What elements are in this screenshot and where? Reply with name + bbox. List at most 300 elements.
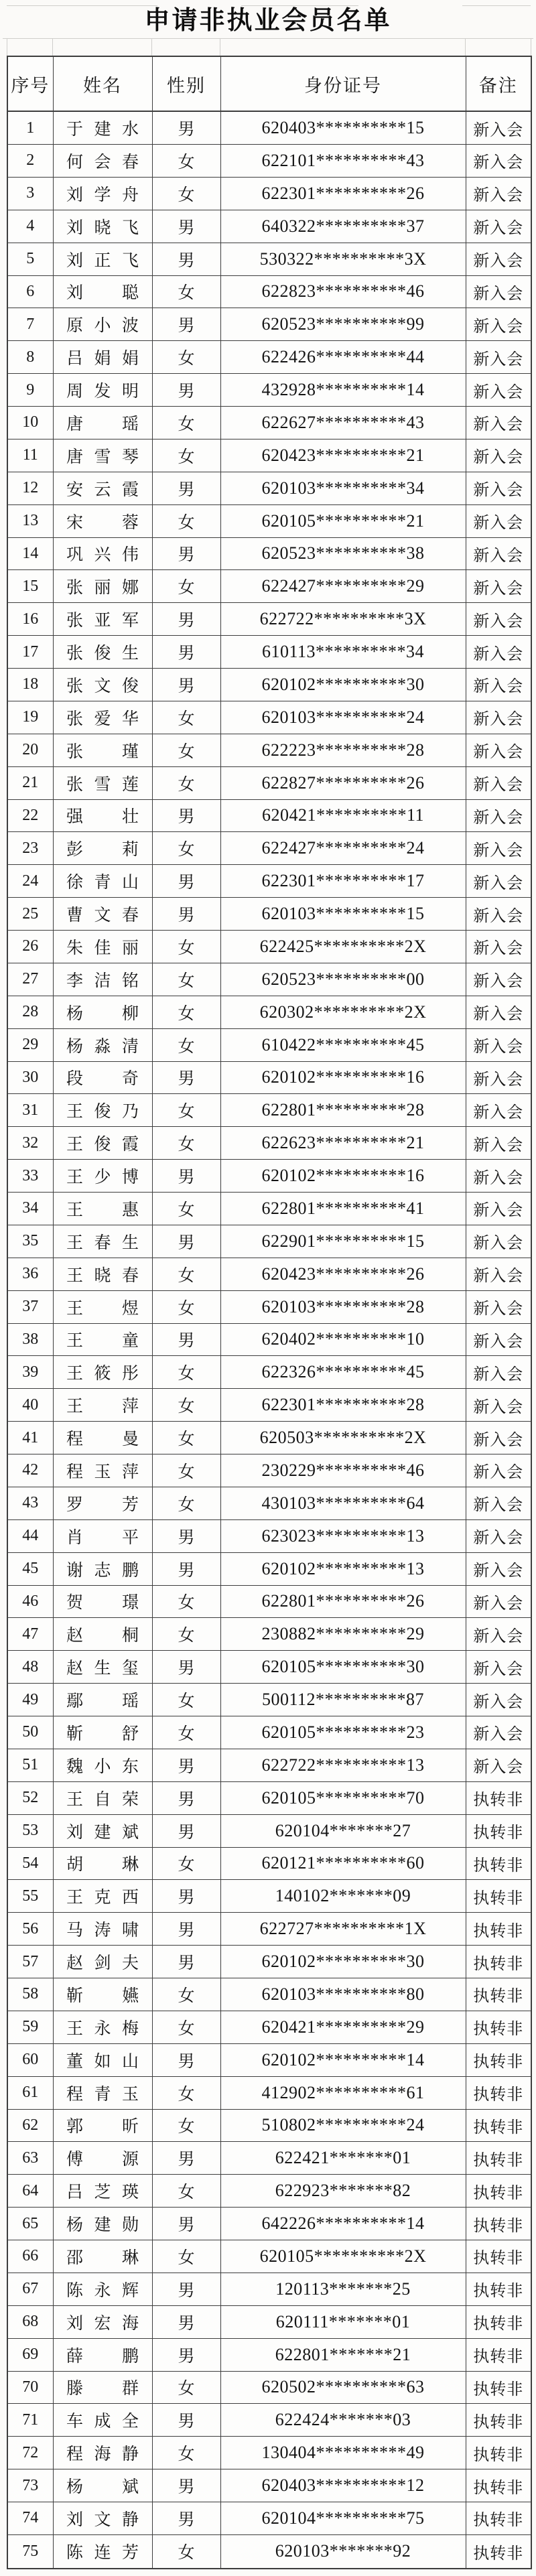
cell-id: 432928**********14 bbox=[220, 374, 466, 407]
gridline-empty-col-4 bbox=[465, 38, 466, 56]
cell-gender: 女 bbox=[152, 996, 220, 1028]
table-row bbox=[7, 1552, 531, 1585]
cell-id: 620102**********16 bbox=[220, 1160, 466, 1193]
cell-name bbox=[53, 1127, 152, 1160]
cell-gender: 女 bbox=[152, 145, 220, 178]
table-row bbox=[7, 472, 531, 504]
table-row bbox=[7, 570, 531, 603]
member-name: 何会春 bbox=[66, 153, 139, 172]
cell-id: 622425**********2X bbox=[220, 931, 466, 963]
cell-name bbox=[53, 177, 152, 210]
cell-remark: 新入会 bbox=[466, 1749, 531, 1781]
cell-remark: 执转非 bbox=[466, 2273, 531, 2305]
table-row bbox=[7, 537, 531, 570]
table-row bbox=[7, 1519, 531, 1552]
cell-seq: 38 bbox=[7, 1323, 53, 1356]
cell-id: 230229**********46 bbox=[220, 1454, 466, 1487]
cell-gender: 男 bbox=[152, 374, 220, 407]
table-row bbox=[7, 2305, 531, 2338]
cell-id: 622722**********3X bbox=[220, 603, 466, 636]
cell-remark: 新入会 bbox=[466, 931, 531, 963]
cell-id: 620111*******01 bbox=[220, 2305, 466, 2338]
member-name: 刘晓飞 bbox=[66, 218, 139, 237]
cell-name bbox=[53, 472, 152, 504]
member-name: 刘聪 bbox=[66, 284, 139, 303]
cell-seq: 17 bbox=[7, 636, 53, 669]
cell-gender: 男 bbox=[152, 2305, 220, 2338]
member-name: 原小波 bbox=[66, 317, 139, 336]
cell-remark: 新入会 bbox=[466, 1258, 531, 1290]
table-row bbox=[7, 341, 531, 374]
cell-remark: 新入会 bbox=[466, 1651, 531, 1684]
cell-seq: 1 bbox=[7, 111, 53, 145]
cell-name bbox=[53, 1519, 152, 1552]
cell-seq: 73 bbox=[7, 2469, 53, 2502]
member-name: 罗芳 bbox=[66, 1495, 139, 1514]
cell-remark: 执转非 bbox=[466, 2469, 531, 2502]
header-cell-remark: 备注 bbox=[466, 56, 531, 111]
cell-gender: 女 bbox=[152, 734, 220, 766]
table-row bbox=[7, 1323, 531, 1356]
member-name: 贺璟 bbox=[66, 1594, 139, 1613]
cell-gender: 女 bbox=[152, 1847, 220, 1880]
table-row bbox=[7, 407, 531, 439]
cell-name bbox=[53, 898, 152, 931]
cell-gender: 女 bbox=[152, 1028, 220, 1061]
cell-id: 620105**********30 bbox=[220, 1651, 466, 1684]
cell-remark: 执转非 bbox=[466, 2208, 531, 2240]
cell-remark: 执转非 bbox=[466, 2011, 531, 2043]
cell-seq: 2 bbox=[7, 145, 53, 178]
cell-remark: 执转非 bbox=[466, 2142, 531, 2175]
cell-gender: 男 bbox=[152, 1552, 220, 1585]
member-name: 马涛啸 bbox=[66, 1921, 139, 1940]
cell-gender: 女 bbox=[152, 1389, 220, 1422]
cell-seq: 46 bbox=[7, 1585, 53, 1618]
cell-gender: 女 bbox=[152, 177, 220, 210]
cell-name bbox=[53, 799, 152, 832]
table-row bbox=[7, 243, 531, 275]
cell-seq: 7 bbox=[7, 308, 53, 341]
cell-remark: 新入会 bbox=[466, 1193, 531, 1225]
cell-seq: 40 bbox=[7, 1389, 53, 1422]
cell-remark: 执转非 bbox=[466, 1913, 531, 1946]
cell-name bbox=[53, 1323, 152, 1356]
table-row bbox=[7, 1847, 531, 1880]
cell-gender: 男 bbox=[152, 1323, 220, 1356]
member-name: 张雪莲 bbox=[66, 775, 139, 794]
cell-remark: 新入会 bbox=[466, 1061, 531, 1094]
cell-gender: 女 bbox=[152, 1684, 220, 1716]
cell-name bbox=[53, 1684, 152, 1716]
cell-seq: 49 bbox=[7, 1684, 53, 1716]
cell-seq: 25 bbox=[7, 898, 53, 931]
table-row bbox=[7, 439, 531, 472]
cell-id: 622421*******01 bbox=[220, 2142, 466, 2175]
cell-remark: 新入会 bbox=[466, 1094, 531, 1127]
gridline-empty-col-2 bbox=[151, 38, 152, 56]
cell-remark: 新入会 bbox=[466, 1389, 531, 1422]
cell-remark: 新入会 bbox=[466, 111, 531, 145]
cell-remark: 执转非 bbox=[466, 1946, 531, 1978]
cell-remark: 新入会 bbox=[466, 341, 531, 374]
table-row bbox=[7, 1913, 531, 1946]
cell-remark: 新入会 bbox=[466, 374, 531, 407]
cell-seq: 5 bbox=[7, 243, 53, 275]
cell-seq: 39 bbox=[7, 1356, 53, 1389]
cell-seq: 24 bbox=[7, 865, 53, 898]
member-name: 程玉萍 bbox=[66, 1463, 139, 1481]
cell-id: 620103**********28 bbox=[220, 1290, 466, 1323]
cell-seq: 26 bbox=[7, 931, 53, 963]
cell-id: 622627**********43 bbox=[220, 407, 466, 439]
table-row bbox=[7, 2469, 531, 2502]
cell-seq: 34 bbox=[7, 1193, 53, 1225]
cell-remark: 新入会 bbox=[466, 1684, 531, 1716]
member-name: 李洁铭 bbox=[66, 971, 139, 990]
cell-remark: 执转非 bbox=[466, 2534, 531, 2569]
cell-id: 530322**********3X bbox=[220, 243, 466, 275]
table-row bbox=[7, 1618, 531, 1651]
cell-name bbox=[53, 2043, 152, 2076]
cell-seq: 8 bbox=[7, 341, 53, 374]
cell-gender: 男 bbox=[152, 1814, 220, 1847]
cell-gender: 女 bbox=[152, 1716, 220, 1749]
member-name: 谢志鹏 bbox=[66, 1561, 139, 1580]
cell-remark: 新入会 bbox=[466, 210, 531, 243]
table-row bbox=[7, 1258, 531, 1290]
cell-id: 620102**********30 bbox=[220, 669, 466, 701]
cell-name bbox=[53, 570, 152, 603]
member-name: 陈永辉 bbox=[66, 2281, 139, 2300]
cell-name bbox=[53, 1847, 152, 1880]
cell-seq: 54 bbox=[7, 1847, 53, 1880]
cell-gender: 女 bbox=[152, 1422, 220, 1454]
cell-seq: 74 bbox=[7, 2502, 53, 2535]
table-row bbox=[7, 2404, 531, 2437]
cell-remark: 新入会 bbox=[466, 865, 531, 898]
cell-gender: 男 bbox=[152, 1519, 220, 1552]
cell-gender: 女 bbox=[152, 832, 220, 865]
cell-gender: 女 bbox=[152, 2011, 220, 2043]
cell-name bbox=[53, 1061, 152, 1094]
cell-remark: 新入会 bbox=[466, 1127, 531, 1160]
cell-id: 620523**********99 bbox=[220, 308, 466, 341]
cell-name bbox=[53, 1781, 152, 1814]
cell-seq: 70 bbox=[7, 2371, 53, 2404]
table-row bbox=[7, 2534, 531, 2569]
cell-gender: 男 bbox=[152, 1880, 220, 1913]
cell-remark: 新入会 bbox=[466, 177, 531, 210]
member-name: 杨柳 bbox=[66, 1004, 139, 1023]
cell-remark: 执转非 bbox=[466, 1814, 531, 1847]
cell-seq: 44 bbox=[7, 1519, 53, 1552]
cell-name bbox=[53, 1389, 152, 1422]
member-name: 王少博 bbox=[66, 1168, 139, 1187]
member-name: 刘宏海 bbox=[66, 2314, 139, 2333]
member-name: 唐雪琴 bbox=[66, 448, 139, 466]
table-row bbox=[7, 2208, 531, 2240]
cell-name bbox=[53, 1749, 152, 1781]
cell-remark: 执转非 bbox=[466, 2076, 531, 2109]
cell-remark: 新入会 bbox=[466, 472, 531, 504]
table-row bbox=[7, 111, 531, 145]
cell-gender: 女 bbox=[152, 2109, 220, 2142]
cell-id: 620421**********11 bbox=[220, 799, 466, 832]
cell-seq: 36 bbox=[7, 1258, 53, 1290]
member-name: 杨斌 bbox=[66, 2478, 139, 2497]
member-name: 赵桐 bbox=[66, 1627, 139, 1645]
member-name: 巩兴伟 bbox=[66, 546, 139, 565]
cell-remark: 新入会 bbox=[466, 1422, 531, 1454]
member-name: 曹文春 bbox=[66, 906, 139, 925]
cell-seq: 9 bbox=[7, 374, 53, 407]
cell-id: 230882**********29 bbox=[220, 1618, 466, 1651]
cell-id: 622827**********26 bbox=[220, 766, 466, 799]
member-name: 王永梅 bbox=[66, 2019, 139, 2038]
cell-seq: 28 bbox=[7, 996, 53, 1028]
cell-remark: 新入会 bbox=[466, 145, 531, 178]
cell-seq: 50 bbox=[7, 1716, 53, 1749]
cell-seq: 68 bbox=[7, 2305, 53, 2338]
table-row bbox=[7, 1978, 531, 2011]
cell-id: 620103**********34 bbox=[220, 472, 466, 504]
cell-remark: 新入会 bbox=[466, 275, 531, 308]
cell-name bbox=[53, 1258, 152, 1290]
cell-name bbox=[53, 996, 152, 1028]
cell-name bbox=[53, 734, 152, 766]
member-name: 王筱彤 bbox=[66, 1365, 139, 1383]
table-row bbox=[7, 504, 531, 537]
cell-name bbox=[53, 1585, 152, 1618]
table-row bbox=[7, 1356, 531, 1389]
cell-gender: 男 bbox=[152, 537, 220, 570]
cell-id: 620105**********23 bbox=[220, 1716, 466, 1749]
table-row bbox=[7, 2109, 531, 2142]
cell-name bbox=[53, 1356, 152, 1389]
cell-seq: 20 bbox=[7, 734, 53, 766]
cell-seq: 29 bbox=[7, 1028, 53, 1061]
cell-seq: 32 bbox=[7, 1127, 53, 1160]
member-name: 刘建斌 bbox=[66, 1823, 139, 1842]
cell-remark: 执转非 bbox=[466, 2240, 531, 2273]
header-cell-seq: 序号 bbox=[7, 56, 53, 111]
cell-seq: 16 bbox=[7, 603, 53, 636]
table-row bbox=[7, 2043, 531, 2076]
cell-remark: 执转非 bbox=[466, 1781, 531, 1814]
cell-id: 622101**********43 bbox=[220, 145, 466, 178]
member-name: 傅源 bbox=[66, 2151, 139, 2169]
cell-seq: 56 bbox=[7, 1913, 53, 1946]
cell-name bbox=[53, 963, 152, 996]
table-row bbox=[7, 832, 531, 865]
cell-seq: 52 bbox=[7, 1781, 53, 1814]
member-name: 刘文静 bbox=[66, 2510, 139, 2529]
gridline-empty-col-1 bbox=[52, 38, 53, 56]
cell-gender: 女 bbox=[152, 1978, 220, 2011]
cell-name bbox=[53, 2338, 152, 2371]
cell-id: 622301**********28 bbox=[220, 1389, 466, 1422]
cell-id: 140102*******09 bbox=[220, 1880, 466, 1913]
member-name: 段奇 bbox=[66, 1070, 139, 1089]
table-row bbox=[7, 996, 531, 1028]
cell-gender: 女 bbox=[152, 407, 220, 439]
cell-remark: 新入会 bbox=[466, 898, 531, 931]
cell-gender: 男 bbox=[152, 472, 220, 504]
cell-id: 130404**********49 bbox=[220, 2437, 466, 2469]
member-name: 车成全 bbox=[66, 2413, 139, 2431]
member-name: 王春生 bbox=[66, 1233, 139, 1252]
cell-remark: 执转非 bbox=[466, 1880, 531, 1913]
table-row bbox=[7, 1781, 531, 1814]
table-row bbox=[7, 2011, 531, 2043]
cell-id: 510802**********24 bbox=[220, 2109, 466, 2142]
cell-remark: 执转非 bbox=[466, 2109, 531, 2142]
member-name: 陈连芳 bbox=[66, 2544, 139, 2563]
cell-id: 620103**********80 bbox=[220, 1978, 466, 2011]
member-name: 程青玉 bbox=[66, 2085, 139, 2104]
cell-seq: 57 bbox=[7, 1946, 53, 1978]
cell-seq: 63 bbox=[7, 2142, 53, 2175]
member-name: 滕群 bbox=[66, 2380, 139, 2398]
cell-gender: 男 bbox=[152, 308, 220, 341]
cell-gender: 女 bbox=[152, 1356, 220, 1389]
cell-id: 620421**********29 bbox=[220, 2011, 466, 2043]
cell-id: 620102**********30 bbox=[220, 1946, 466, 1978]
cell-remark: 新入会 bbox=[466, 799, 531, 832]
cell-gender: 男 bbox=[152, 1061, 220, 1094]
member-name: 安云霞 bbox=[66, 480, 139, 499]
member-name: 徐青山 bbox=[66, 874, 139, 892]
cell-seq: 47 bbox=[7, 1618, 53, 1651]
member-name: 张丽娜 bbox=[66, 579, 139, 598]
cell-name bbox=[53, 2502, 152, 2535]
cell-gender: 女 bbox=[152, 1193, 220, 1225]
cell-name bbox=[53, 701, 152, 734]
cell-remark: 执转非 bbox=[466, 2404, 531, 2437]
cell-name bbox=[53, 2371, 152, 2404]
cell-gender: 女 bbox=[152, 504, 220, 537]
cell-remark: 执转非 bbox=[466, 2175, 531, 2208]
cell-id: 500112**********87 bbox=[220, 1684, 466, 1716]
cell-name bbox=[53, 1814, 152, 1847]
cell-remark: 新入会 bbox=[466, 669, 531, 701]
cell-gender: 女 bbox=[152, 1127, 220, 1160]
member-name: 王煜 bbox=[66, 1299, 139, 1318]
cell-remark: 新入会 bbox=[466, 766, 531, 799]
table-row bbox=[7, 898, 531, 931]
cell-name bbox=[53, 2305, 152, 2338]
cell-name bbox=[53, 603, 152, 636]
member-name: 肖平 bbox=[66, 1528, 139, 1547]
cell-seq: 61 bbox=[7, 2076, 53, 2109]
cell-gender: 女 bbox=[152, 1487, 220, 1519]
table-row bbox=[7, 210, 531, 243]
cell-id: 620503**********2X bbox=[220, 1422, 466, 1454]
cell-remark: 新入会 bbox=[466, 1585, 531, 1618]
cell-name bbox=[53, 1290, 152, 1323]
table-row bbox=[7, 1028, 531, 1061]
cell-remark: 新入会 bbox=[466, 734, 531, 766]
cell-seq: 55 bbox=[7, 1880, 53, 1913]
cell-name bbox=[53, 1651, 152, 1684]
cell-id: 620523**********00 bbox=[220, 963, 466, 996]
cell-name bbox=[53, 1978, 152, 2011]
cell-seq: 75 bbox=[7, 2534, 53, 2569]
cell-seq: 58 bbox=[7, 1978, 53, 2011]
cell-name bbox=[53, 210, 152, 243]
cell-gender: 女 bbox=[152, 931, 220, 963]
cell-id: 622301**********17 bbox=[220, 865, 466, 898]
cell-name bbox=[53, 145, 152, 178]
cell-gender: 女 bbox=[152, 1454, 220, 1487]
member-name: 王俊乃 bbox=[66, 1103, 139, 1122]
member-name: 魏小东 bbox=[66, 1757, 139, 1776]
cell-gender: 女 bbox=[152, 1094, 220, 1127]
member-name: 张亚军 bbox=[66, 612, 139, 630]
cell-name bbox=[53, 1487, 152, 1519]
member-name: 王自荣 bbox=[66, 1790, 139, 1809]
cell-seq: 22 bbox=[7, 799, 53, 832]
member-name: 吕娟娟 bbox=[66, 350, 139, 368]
cell-gender: 男 bbox=[152, 636, 220, 669]
cell-name bbox=[53, 2534, 152, 2569]
table-row bbox=[7, 1880, 531, 1913]
cell-id: 642226**********14 bbox=[220, 2208, 466, 2240]
cell-name bbox=[53, 2469, 152, 2502]
cell-gender: 女 bbox=[152, 2534, 220, 2569]
table-row bbox=[7, 1160, 531, 1193]
cell-id: 620104**********75 bbox=[220, 2502, 466, 2535]
header-cell-gender: 性别 bbox=[152, 56, 220, 111]
header-cell-id: 身份证号 bbox=[220, 56, 466, 111]
member-name: 郭昕 bbox=[66, 2118, 139, 2137]
cell-seq: 42 bbox=[7, 1454, 53, 1487]
member-name: 强壮 bbox=[66, 808, 139, 827]
cell-remark: 新入会 bbox=[466, 996, 531, 1028]
cell-seq: 11 bbox=[7, 439, 53, 472]
cell-seq: 10 bbox=[7, 407, 53, 439]
table-row bbox=[7, 1684, 531, 1716]
member-name: 赵生玺 bbox=[66, 1659, 139, 1678]
cell-name bbox=[53, 341, 152, 374]
table-row bbox=[7, 1585, 531, 1618]
cell-name bbox=[53, 275, 152, 308]
cell-id: 622623**********21 bbox=[220, 1127, 466, 1160]
cell-id: 623023**********13 bbox=[220, 1519, 466, 1552]
cell-id: 622801**********41 bbox=[220, 1193, 466, 1225]
cell-name bbox=[53, 1028, 152, 1061]
cell-gender: 男 bbox=[152, 1651, 220, 1684]
cell-id: 622923*******82 bbox=[220, 2175, 466, 2208]
gridline-empty-row-top bbox=[3, 38, 533, 39]
table-row bbox=[7, 2502, 531, 2535]
member-name: 鄢瑶 bbox=[66, 1692, 139, 1711]
cell-gender: 女 bbox=[152, 439, 220, 472]
cell-id: 620302**********2X bbox=[220, 996, 466, 1028]
cell-gender: 女 bbox=[152, 2175, 220, 2208]
cell-remark: 新入会 bbox=[466, 308, 531, 341]
cell-gender: 男 bbox=[152, 2208, 220, 2240]
cell-remark: 新入会 bbox=[466, 603, 531, 636]
cell-gender: 女 bbox=[152, 2240, 220, 2273]
cell-remark: 执转非 bbox=[466, 1978, 531, 2011]
cell-id: 620105**********2X bbox=[220, 2240, 466, 2273]
cell-remark: 执转非 bbox=[466, 2043, 531, 2076]
cell-remark: 新入会 bbox=[466, 1552, 531, 1585]
cell-seq: 19 bbox=[7, 701, 53, 734]
cell-gender: 男 bbox=[152, 2043, 220, 2076]
